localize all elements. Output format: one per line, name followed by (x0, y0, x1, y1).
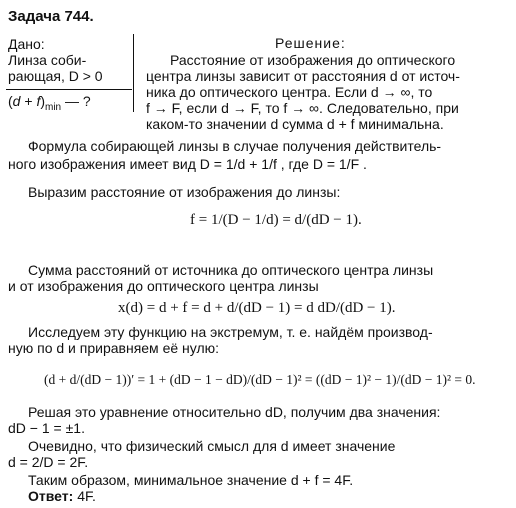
answer-value: 4F. (77, 488, 96, 504)
p4-line-1: Сумма расстояний от источника до оптического центра линзы (28, 262, 434, 278)
p8: Таким образом, минимальное значение d + f = 4F. (28, 472, 354, 488)
given-line-1: Линза соби- (8, 52, 87, 68)
answer-label: Ответ: (28, 488, 74, 504)
equation-1: f = 1/(D − 1/d) = d/(dD − 1). (190, 212, 362, 228)
p2-line-1: Формула собирающей линзы в случае получения действитель- (28, 138, 442, 154)
p2-line-2: ного изображения имеет вид D = 1/d + 1/f , где D = 1/F . (8, 156, 367, 172)
p7-line-2: d = 2/D = 2F. (8, 454, 89, 470)
equation-2: x(d) = d + f = d + d/(dD − 1) = d dD/(dD − 1). (118, 300, 396, 316)
p5-line-1: Исследуем эту функцию на экстремум, т. е. найдём производ- (28, 324, 433, 340)
given-find: $(d + f)_{min}$ — ? (8, 93, 91, 113)
given-divider (6, 89, 132, 90)
p1-line-1: Расстояние от изображения до оптического (170, 52, 456, 68)
p7-line-1: Очевидно, что физический смысл для d имеет значение (28, 438, 396, 454)
answer (28, 488, 96, 504)
solution-header: Решение: (275, 35, 346, 51)
equation-3: (d + d/(dD − 1))′ = 1 + (dD − 1 − dD)/(dD − 1)² = ((dD − 1)² − 1)/(dD − 1)² = 0. (44, 372, 476, 387)
given-line-2: рающая, D > 0 (8, 68, 103, 84)
p6-line-2: dD − 1 = ±1. (8, 420, 85, 436)
p1-line-3: ника до оптического центра. Если d → ∞, то (146, 84, 433, 100)
p1-line-2: центра линзы зависит от расстояния d от источ- (146, 68, 460, 84)
problem-title: Задача 744. (8, 8, 94, 25)
p1-line-5: каком-то значении d сумма d + f минимальна. (146, 116, 444, 132)
given-separator (133, 34, 134, 112)
given-label: Дано: (8, 36, 45, 52)
p3: Выразим расстояние от изображения до линзы: (28, 184, 341, 200)
p4-line-2: и от изображения до оптического центра линзы (8, 278, 319, 294)
p1-line-4: f → F, если d → F, то f → ∞. Следовательно, при (146, 100, 459, 116)
p6-line-1: Решая это уравнение относительно dD, получим два значения: (28, 404, 441, 420)
p5-line-2: ную по d и приравняем её нулю: (8, 340, 220, 356)
